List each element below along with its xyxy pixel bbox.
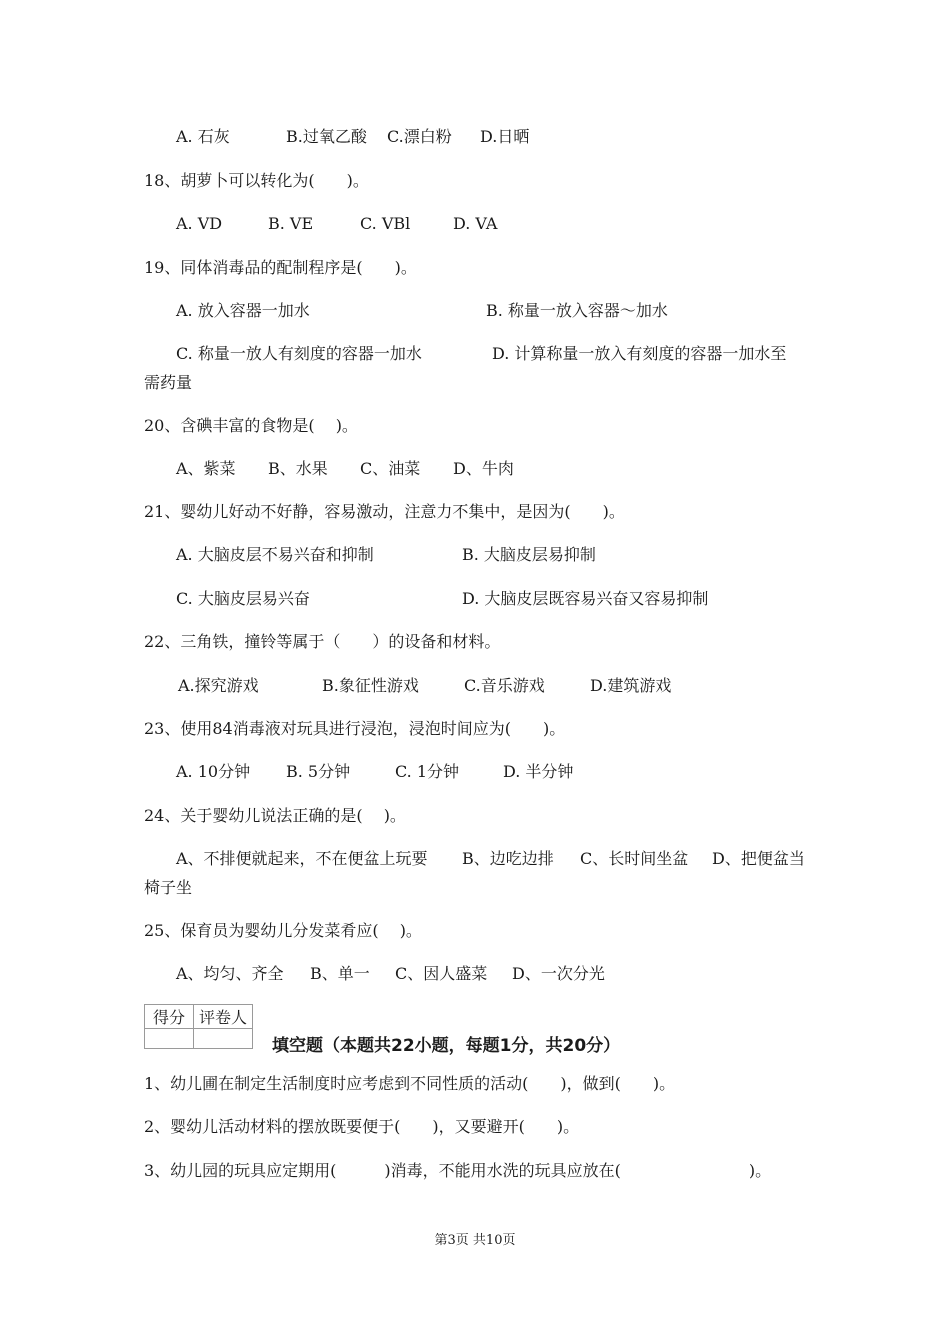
q22-option-b: B.象征性游戏 [322, 676, 419, 695]
q19-option-a: A. 放入容器一加水 [176, 301, 310, 320]
q22-option-d: D.建筑游戏 [590, 676, 672, 695]
q24-option-d: D、把便盆当 [712, 849, 805, 868]
q21-option-c: C. 大脑皮层易兴奋 [176, 589, 310, 608]
q24-option-b: B、边吃边排 [462, 849, 554, 868]
score-header-grader: 评卷人 [194, 1005, 253, 1029]
q19-option-c: C. 称量一放人有刻度的容器一加水 [176, 344, 422, 363]
q21-option-b: B. 大脑皮层易抑制 [462, 545, 596, 564]
q23-option-a: A. 10分钟 [176, 762, 251, 781]
q17-option-a: A. 石灰 [176, 127, 230, 146]
q18-option-c: C. VBl [360, 214, 411, 233]
q24-option-wrap: 椅子坐 [144, 878, 193, 897]
q20-option-a: A、紫菜 [176, 459, 236, 478]
q22-option-a: A.探究游戏 [178, 676, 259, 695]
q24-stem: 24、关于婴幼儿说法正确的是( )。 [144, 806, 406, 825]
q22-stem: 22、三角铁，撞铃等属于（ ）的设备和材料。 [144, 632, 501, 651]
fill-question-3: 3、幼儿园的玩具应定期用( )消毒，不能用水洗的玩具应放在( )。 [144, 1161, 772, 1180]
score-header-defen: 得分 [145, 1005, 194, 1029]
q23-option-d: D. 半分钟 [503, 762, 574, 781]
q17-option-d: D.日晒 [480, 127, 530, 146]
q20-option-d: D、牛肉 [453, 459, 514, 478]
q24-option-c: C、长时间坐盆 [580, 849, 689, 868]
q18-option-b: B. VE [268, 214, 314, 233]
q19-option-b: B. 称量一放入容器～加水 [486, 301, 668, 320]
q25-option-b: B、单一 [310, 964, 370, 983]
score-cell [145, 1029, 194, 1049]
q21-option-d: D. 大脑皮层既容易兴奋又容易抑制 [462, 589, 709, 608]
q18-option-a: A. VD [176, 214, 223, 233]
q21-stem: 21、婴幼儿好动不好静，容易激动，注意力不集中，是因为( )。 [144, 502, 625, 521]
q17-option-c: C.漂白粉 [387, 127, 452, 146]
q17-option-b: B.过氧乙酸 [286, 127, 367, 146]
q22-option-c: C.音乐游戏 [464, 676, 545, 695]
section-title: 填空题（本题共22小题，每题1分，共20分） [272, 1036, 621, 1056]
fill-question-2: 2、婴幼儿活动材料的摆放既要便于( )，又要避开( )。 [144, 1117, 580, 1136]
q25-stem: 25、保育员为婴幼儿分发菜肴应( )。 [144, 921, 422, 940]
q19-option-wrap: 需药量 [144, 373, 193, 392]
q18-option-d: D. VA [453, 214, 498, 233]
q25-option-a: A、均匀、齐全 [176, 964, 284, 983]
q23-option-b: B. 5分钟 [286, 762, 351, 781]
q20-option-c: C、油菜 [360, 459, 421, 478]
grader-cell [194, 1029, 253, 1049]
q18-stem: 18、胡萝卜可以转化为( )。 [144, 171, 369, 190]
q24-option-a: A、不排便就起来，不在便盆上玩要 [176, 849, 428, 868]
q19-stem: 19、同体消毒品的配制程序是( )。 [144, 258, 417, 277]
page-footer: 第3页 共10页 [434, 1233, 516, 1248]
q20-option-b: B、水果 [268, 459, 328, 478]
q20-stem: 20、含碘丰富的食物是( )。 [144, 416, 358, 435]
q23-option-c: C. 1分钟 [395, 762, 460, 781]
q23-stem: 23、使用84消毒液对玩具进行浸泡，浸泡时间应为( )。 [144, 719, 566, 738]
q25-option-c: C、因人盛菜 [395, 964, 488, 983]
q19-option-d: D. 计算称量一放入有刻度的容器一加水至 [492, 344, 787, 363]
score-table [144, 1004, 253, 1049]
q21-option-a: A. 大脑皮层不易兴奋和抑制 [176, 545, 374, 564]
fill-question-1: 1、幼儿圃在制定生活制度时应考虑到不同性质的活动( )，做到( )。 [144, 1074, 676, 1093]
q25-option-d: D、一次分光 [512, 964, 605, 983]
